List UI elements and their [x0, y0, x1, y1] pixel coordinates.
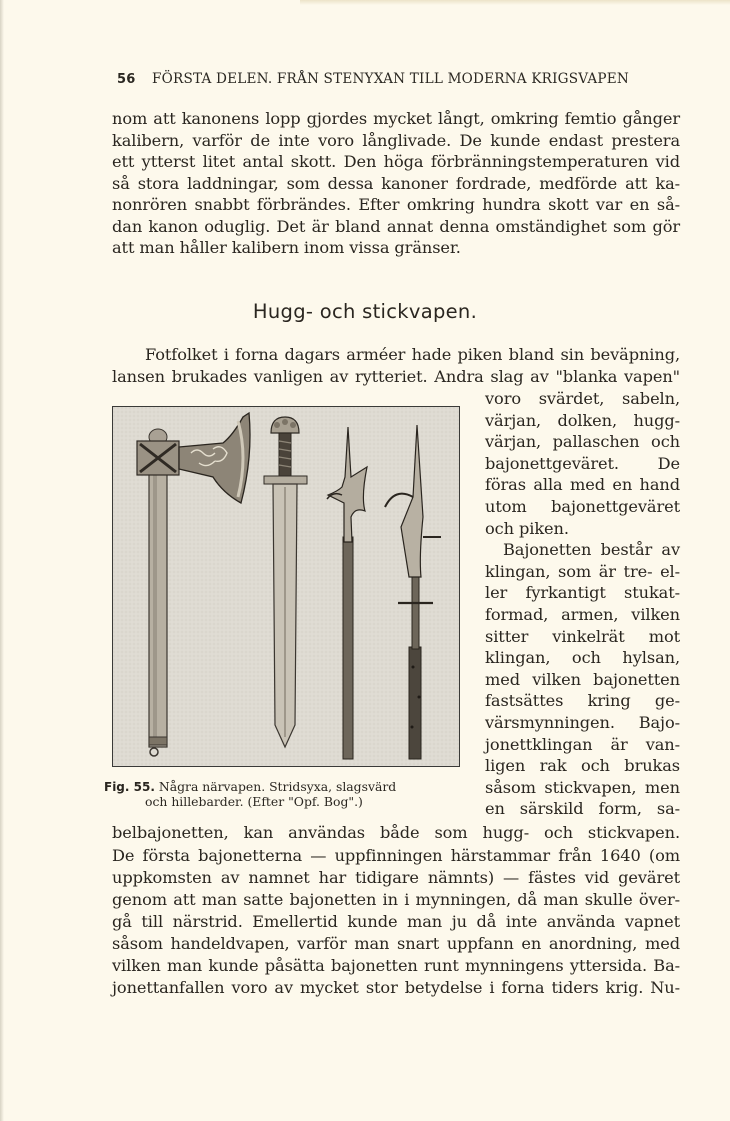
running-head	[117, 71, 682, 87]
text-line: såsom stickvapen, men	[485, 778, 680, 797]
text-line: såsom handeldvapen, varför man snart uppfann en anordning, med	[112, 934, 680, 953]
text-line: utom bajonettgeväret	[485, 497, 680, 516]
page-edge-left	[0, 0, 4, 1121]
figure-caption	[104, 779, 464, 795]
text-line: lansen brukades vanligen av rytteriet. Andra slag av "blanka vapen"	[112, 367, 680, 386]
page-edge-top	[300, 0, 730, 5]
text-line: ler fyrkantigt stukat-	[485, 583, 680, 602]
text-line: och piken.	[485, 519, 569, 538]
text-line: så stora laddningar, som dessa kanoner fordrade, medförde att ka-	[112, 174, 680, 193]
text-line: värsmynningen. Bajo-	[485, 713, 680, 732]
text-line: sitter vinkelrät mot	[485, 627, 680, 646]
running-head-title: FÖRSTA DELEN. FRÅN STENYXAN TILL MODERNA KRIGSVAPEN	[152, 71, 629, 87]
text-line: fastsättes kring ge-	[485, 691, 680, 710]
text-line: Fotfolket i forna dagars arméer hade piken bland sin beväpning,	[145, 345, 680, 364]
text-line: vilken man kunde påsätta bajonetten runt mynningens yttersida. Ba-	[112, 956, 680, 975]
text-line: formad, armen, vilken	[485, 605, 680, 624]
text-line: en särskild form, sa-	[485, 799, 680, 818]
text-line: uppkomsten av namnet har tidigare nämnts) — fästes vid geväret	[112, 868, 680, 887]
text-line: genom att man satte bajonetten in i mynningen, då man skulle över-	[112, 890, 680, 909]
text-line: nom att kanonens lopp gjordes mycket långt, omkring femtio gånger	[112, 109, 680, 128]
figure-caption-line1: Några närvapen. Stridsyxa, slagsvärd	[158, 779, 397, 794]
text-line: klingan, som är tre- el-	[485, 562, 680, 581]
text-line: jonettklingan är van-	[485, 735, 680, 754]
page-number: 56	[117, 72, 136, 87]
text-line: dan kanon oduglig. Det är bland annat denna omständighet som gör	[112, 217, 680, 236]
text-line: bajonettgeväret. De	[485, 454, 680, 473]
figure-caption-line2: och hillebarder. (Efter "Opf. Bog".)	[145, 794, 363, 809]
text-line: värjan, dolken, hugg-	[485, 411, 680, 430]
text-line: värjan, pallaschen och	[485, 432, 680, 451]
text-line: ett ytterst litet antal skott. Den höga förbränningstemperaturen vid	[112, 152, 680, 171]
text-line: gå till närstrid. Emellertid kunde man ju då inte använda vapnet	[112, 912, 680, 931]
text-line: nonrören snabbt förbrändes. Efter omkring hundra skott var en så-	[112, 195, 680, 214]
text-line: ligen rak och brukas	[485, 756, 680, 775]
text-line: belbajonetten, kan användas både som hugg- och stickvapen.	[112, 823, 680, 842]
text-line: kalibern, varför de inte voro långlivade. De kunde endast prestera	[112, 131, 680, 150]
text-line: voro svärdet, sabeln,	[485, 389, 680, 408]
figure-weapons-illustration	[112, 406, 460, 767]
text-line: klingan, och hylsan,	[485, 648, 680, 667]
text-line: att man håller kalibern inom vissa gränser.	[112, 238, 461, 257]
text-line: Bajonetten består av	[503, 540, 680, 559]
text-line: jonettanfallen voro av mycket stor betydelse i forna tiders krig. Nu-	[112, 978, 680, 997]
figure-label: Fig. 55.	[104, 780, 155, 794]
section-heading: Hugg- och stickvapen.	[252, 300, 478, 323]
text-line: föras alla med en hand	[485, 475, 680, 494]
text-line: De första bajonetterna — uppfinningen härstammar från 1640 (om	[112, 846, 680, 865]
text-line: med vilken bajonetten	[485, 670, 680, 689]
